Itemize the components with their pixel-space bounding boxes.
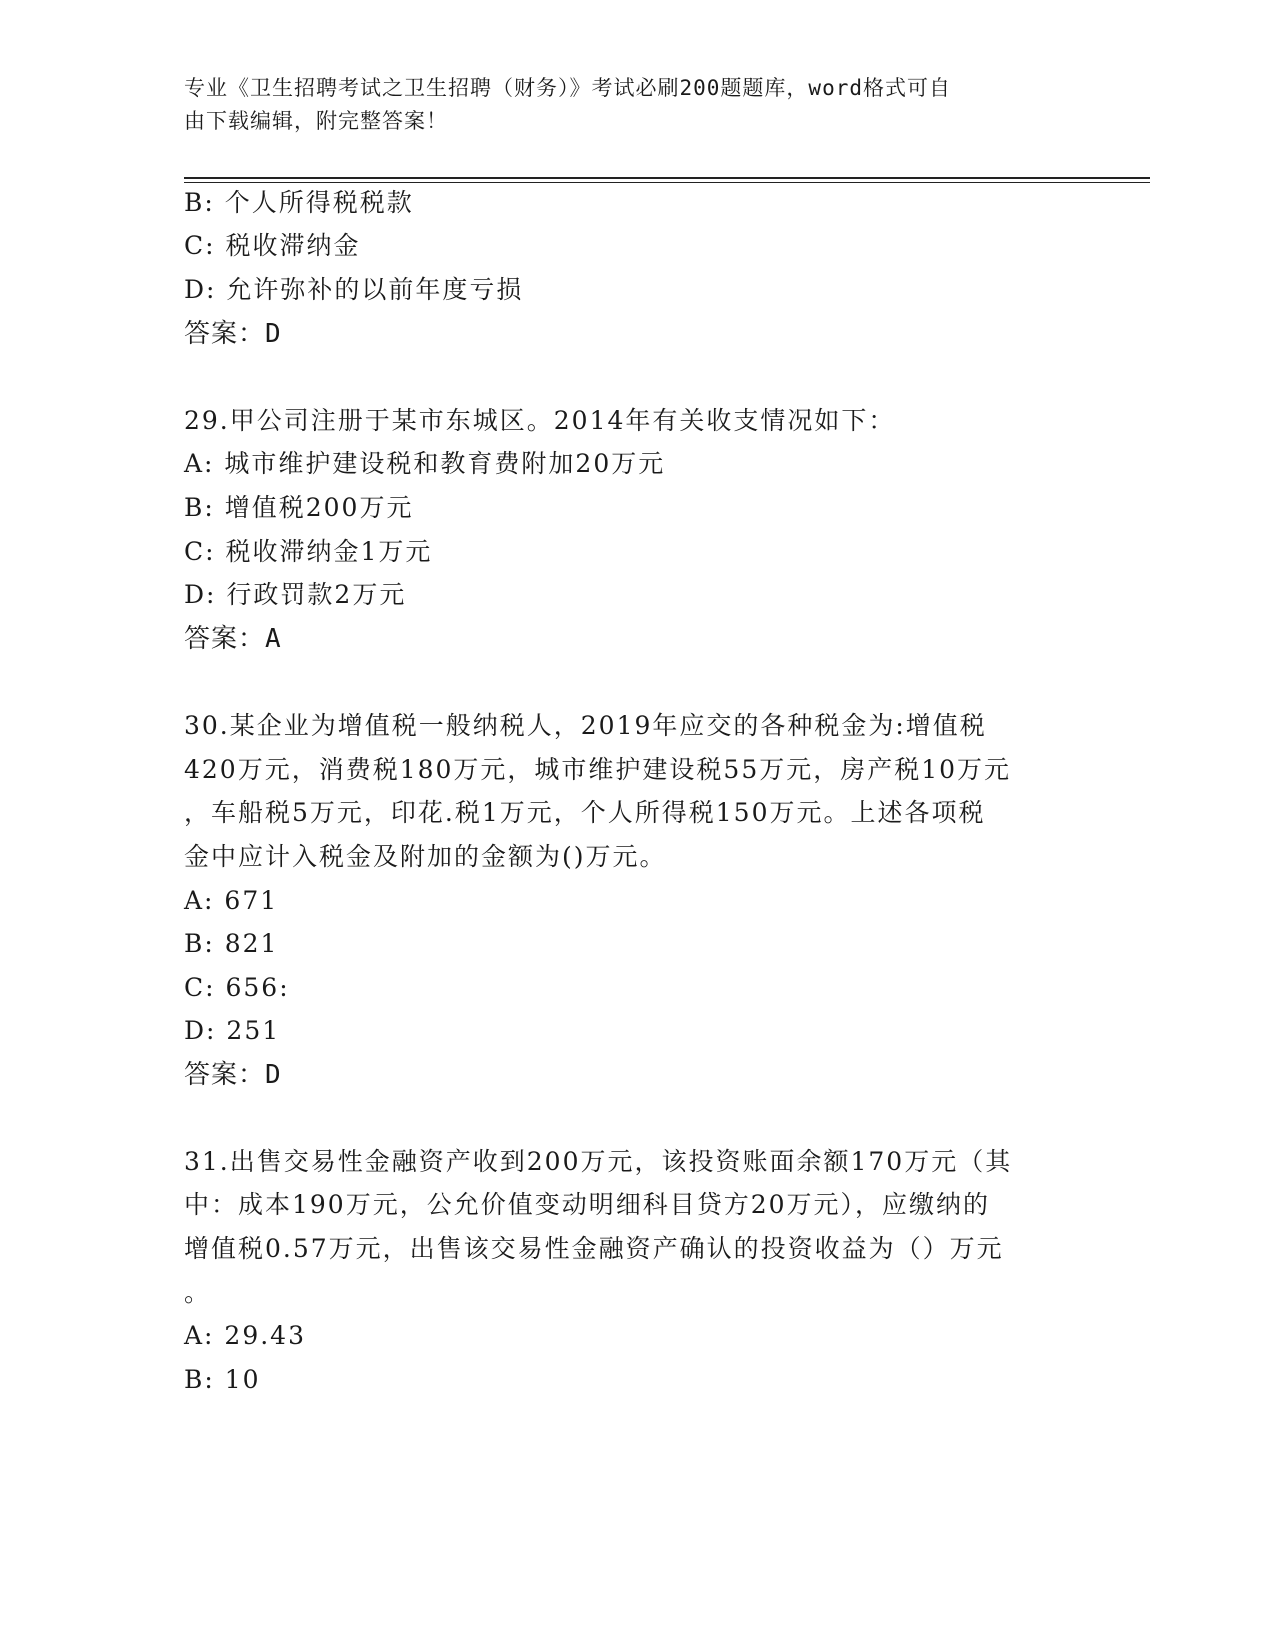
header-line-2: 由下载编辑，附完整答案！ [184, 109, 448, 133]
q31-option-b: B: 10 [184, 1365, 261, 1394]
answer-label: 答案： [184, 319, 266, 349]
q29-option-d: D: 行政罚款2万元 [184, 580, 407, 609]
header-line-1: 专业《卫生招聘考试之卫生招聘（财务）》考试必刷200题题库，word格式可自 [184, 76, 951, 100]
q29-option-a: A: 城市维护建设税和教育费附加20万元 [184, 449, 666, 478]
answer-label: 答案： [184, 1060, 266, 1090]
q30-stem-line-3: ，车船税5万元，印花.税1万元，个人所得税150万元。上述各项税 [184, 798, 986, 827]
q28-option-c: C: 税收滞纳金 [184, 231, 361, 260]
q30-stem-line-2: 420万元，消费税180万元，城市维护建设税55万元，房产税10万元 [184, 755, 1012, 784]
q30-stem-line-1: 30.某企业为增值税一般纳税人，2019年应交的各种税金为:增值税 [184, 711, 987, 740]
q28-answer [184, 319, 282, 349]
answer-value: D [265, 1060, 282, 1090]
q28-option-d: D: 允许弥补的以前年度亏损 [184, 275, 524, 304]
q30-option-d: D: 251 [184, 1016, 281, 1045]
q30-option-b: B: 821 [184, 929, 279, 958]
q29-stem: 29.甲公司注册于某市东城区。2014年有关收支情况如下： [184, 406, 896, 435]
q31-option-a: A: 29.43 [184, 1321, 306, 1350]
q29-answer [184, 624, 282, 654]
q31-stem-line-4: 。 [184, 1278, 212, 1307]
answer-value: D [265, 319, 282, 349]
q31-stem-line-1: 31.出售交易性金融资产收到200万元，该投资账面余额170万元（其 [184, 1147, 1013, 1176]
q30-option-a: A: 671 [184, 886, 279, 915]
answer-value: A [265, 624, 282, 654]
q31-stem-line-3: 增值税0.57万元，出售该交易性金融资产确认的投资收益为（）万元 [184, 1234, 1004, 1263]
q29-option-b: B: 增值税200万元 [184, 493, 414, 522]
q30-answer [184, 1060, 282, 1090]
answer-label: 答案： [184, 624, 266, 654]
q30-option-c: C: 656: [184, 973, 290, 1002]
q31-stem-line-2: 中：成本190万元，公允价值变动明细科目贷方20万元），应缴纳的 [184, 1190, 991, 1219]
page-header [184, 72, 1064, 138]
header-divider-thick [184, 177, 1150, 179]
q29-option-c: C: 税收滞纳金1万元 [184, 537, 433, 566]
q30-stem-line-4: 金中应计入税金及附加的金额为()万元。 [184, 842, 667, 871]
header-divider-thin [184, 182, 1150, 183]
q28-option-b: B: 个人所得税税款 [184, 188, 414, 217]
